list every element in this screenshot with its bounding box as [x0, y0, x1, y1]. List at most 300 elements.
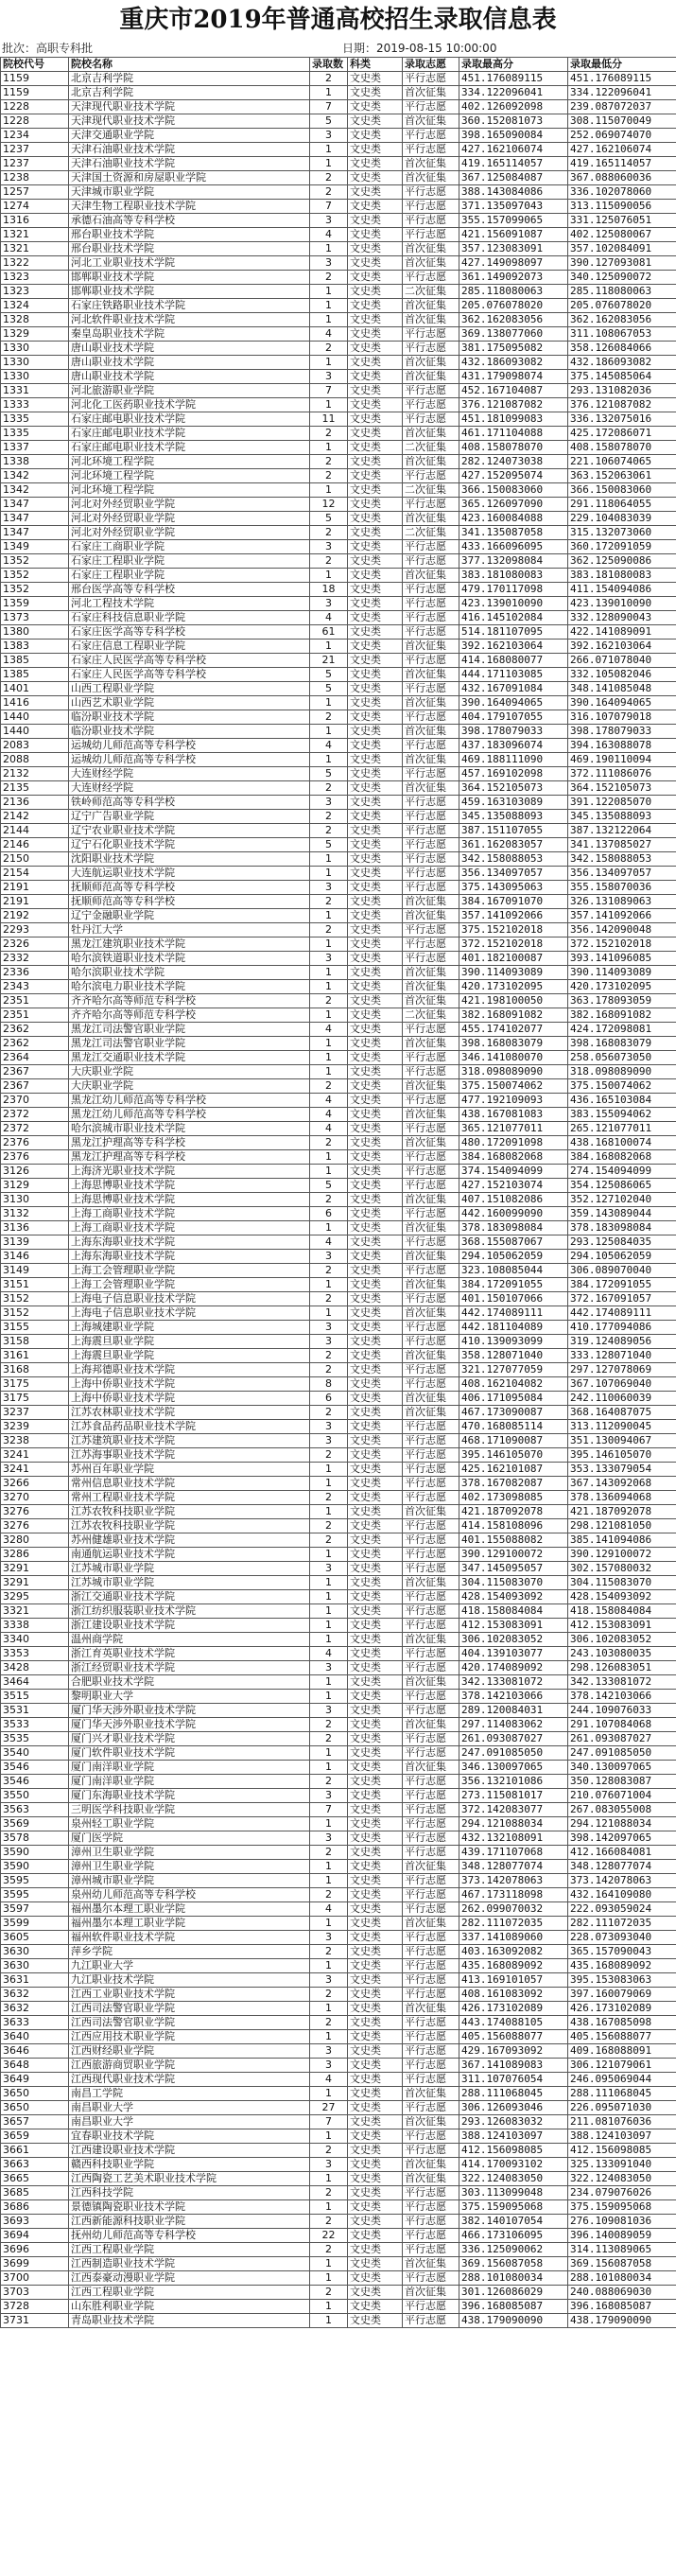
cell-count: 3 — [310, 2044, 348, 2059]
table-row — [1, 2129, 676, 2144]
cell-volunteer: 平行志愿 — [403, 625, 459, 640]
cell-name: 江苏食品药品职业技术学院 — [69, 1420, 310, 1434]
cell-max-score: 442.174089111 — [459, 1306, 568, 1321]
cell-code: 1383 — [1, 640, 69, 654]
cell-max-score: 356.134097057 — [459, 867, 568, 881]
cell-name: 石家庄人民医学高等专科学校 — [69, 654, 310, 668]
cell-min-score: 360.172091059 — [568, 540, 676, 554]
cell-volunteer: 平行志愿 — [403, 1477, 459, 1491]
cell-max-score: 410.139093099 — [459, 1335, 568, 1349]
cell-name: 上海电子信息职业技术学院 — [69, 1292, 310, 1306]
cell-count: 1 — [310, 2200, 348, 2215]
cell-subject: 文史类 — [348, 242, 403, 256]
cell-subject: 文史类 — [348, 143, 403, 157]
cell-max-score: 402.126092098 — [459, 100, 568, 114]
cell-name: 天津石油职业技术学院 — [69, 143, 310, 157]
cell-code: 2364 — [1, 1051, 69, 1065]
cell-count: 3 — [310, 1661, 348, 1675]
cell-subject: 文史类 — [348, 1065, 403, 1079]
cell-subject: 文史类 — [348, 540, 403, 554]
table-row — [1, 1874, 676, 1888]
cell-code: 1385 — [1, 654, 69, 668]
cell-volunteer: 平行志愿 — [403, 1065, 459, 1079]
cell-name: 大连财经学院 — [69, 767, 310, 781]
cell-code: 2135 — [1, 781, 69, 796]
cell-max-score: 342.158088053 — [459, 852, 568, 867]
cell-count: 1 — [310, 299, 348, 313]
cell-max-score: 367.125084087 — [459, 171, 568, 185]
table-row — [1, 1888, 676, 1902]
cell-volunteer: 平行志愿 — [403, 923, 459, 938]
cell-min-score: 372.152102018 — [568, 938, 676, 952]
cell-count: 2 — [310, 469, 348, 483]
cell-name: 石家庄科技信息职业学院 — [69, 611, 310, 625]
cell-count: 1 — [310, 398, 348, 412]
cell-code: 2372 — [1, 1108, 69, 1122]
cell-min-score: 348.141085048 — [568, 682, 676, 696]
cell-max-score: 439.171107068 — [459, 1846, 568, 1860]
cell-subject: 文史类 — [348, 285, 403, 299]
cell-name: 福州墨尔本理工职业学院 — [69, 1902, 310, 1917]
cell-min-score: 363.178093059 — [568, 994, 676, 1008]
cell-volunteer: 平行志愿 — [403, 682, 459, 696]
cell-code: 3665 — [1, 2172, 69, 2186]
table-row — [1, 767, 676, 781]
cell-name: 运城幼儿师范高等专科学校 — [69, 739, 310, 753]
cell-subject: 文史类 — [348, 994, 403, 1008]
cell-volunteer: 首次征集 — [403, 1633, 459, 1647]
cell-max-score: 408.162104082 — [459, 1377, 568, 1392]
cell-min-score: 246.095069044 — [568, 2073, 676, 2087]
cell-code: 3139 — [1, 1235, 69, 1250]
cell-subject: 文史类 — [348, 327, 403, 342]
cell-volunteer: 平行志愿 — [403, 185, 459, 200]
cell-count: 3 — [310, 1420, 348, 1434]
table-row — [1, 1264, 676, 1278]
cell-subject: 文史类 — [348, 1335, 403, 1349]
cell-code: 1333 — [1, 398, 69, 412]
table-row — [1, 1519, 676, 1533]
cell-code: 2154 — [1, 867, 69, 881]
cell-min-score: 228.073093040 — [568, 1931, 676, 1945]
table-row — [1, 2044, 676, 2059]
cell-min-score: 332.128090043 — [568, 611, 676, 625]
cell-min-score: 356.134097057 — [568, 867, 676, 881]
table-row — [1, 1945, 676, 1959]
table-row — [1, 796, 676, 810]
table-row — [1, 1235, 676, 1250]
cell-name: 福州墨尔本理工职业学院 — [69, 1917, 310, 1931]
table-row — [1, 654, 676, 668]
cell-max-score: 396.168085087 — [459, 2300, 568, 2314]
cell-count: 1 — [310, 1690, 348, 1704]
cell-volunteer: 平行志愿 — [403, 200, 459, 214]
cell-volunteer: 平行志愿 — [403, 1817, 459, 1831]
cell-max-score: 390.129100072 — [459, 1548, 568, 1562]
cell-name: 江西工程职业学院 — [69, 2243, 310, 2257]
cell-volunteer: 首次征集 — [403, 725, 459, 739]
cell-min-score: 367.143092068 — [568, 1477, 676, 1491]
cell-max-score: 367.141089083 — [459, 2059, 568, 2073]
cell-code: 3685 — [1, 2186, 69, 2200]
cell-min-score: 341.137085027 — [568, 838, 676, 852]
cell-min-score: 385.141094086 — [568, 1533, 676, 1548]
cell-max-score: 390.114093089 — [459, 966, 568, 980]
cell-name: 上海震旦职业学院 — [69, 1349, 310, 1363]
cell-code: 3132 — [1, 1207, 69, 1221]
cell-subject: 文史类 — [348, 725, 403, 739]
cell-count: 2 — [310, 171, 348, 185]
cell-count: 1 — [310, 1051, 348, 1065]
cell-code: 3703 — [1, 2286, 69, 2300]
table-row — [1, 597, 676, 611]
cell-name: 山东胜利职业学院 — [69, 2300, 310, 2314]
cell-name: 天津石油职业技术学院 — [69, 157, 310, 171]
cell-code: 3546 — [1, 1761, 69, 1775]
cell-volunteer: 首次征集 — [403, 512, 459, 526]
cell-subject: 文史类 — [348, 2300, 403, 2314]
cell-max-score: 372.142083077 — [459, 1803, 568, 1817]
cell-code: 1328 — [1, 313, 69, 327]
cell-volunteer: 首次征集 — [403, 242, 459, 256]
cell-count: 1 — [310, 1576, 348, 1590]
cell-max-score: 407.151082086 — [459, 1193, 568, 1207]
cell-name: 常州信息职业技术学院 — [69, 1477, 310, 1491]
cell-max-score: 346.130097065 — [459, 1761, 568, 1775]
cell-subject: 文史类 — [348, 1562, 403, 1576]
cell-subject: 文史类 — [348, 2186, 403, 2200]
cell-min-score: 393.141096085 — [568, 952, 676, 966]
cell-subject: 文史类 — [348, 1235, 403, 1250]
table-row — [1, 327, 676, 342]
cell-max-score: 293.126083032 — [459, 2115, 568, 2129]
cell-volunteer: 首次征集 — [403, 1136, 459, 1150]
cell-count: 2 — [310, 710, 348, 725]
cell-name: 天津城市职业学院 — [69, 185, 310, 200]
cell-volunteer: 平行志愿 — [403, 2030, 459, 2044]
cell-count: 3 — [310, 370, 348, 384]
cell-volunteer: 平行志愿 — [403, 1179, 459, 1193]
cell-count: 2 — [310, 1406, 348, 1420]
cell-max-score: 358.128071040 — [459, 1349, 568, 1363]
cell-code: 3661 — [1, 2144, 69, 2158]
cell-code: 3130 — [1, 1193, 69, 1207]
table-header-row — [1, 58, 676, 72]
cell-subject: 文史类 — [348, 881, 403, 895]
cell-count: 1 — [310, 1065, 348, 1079]
cell-min-score: 357.102084091 — [568, 242, 676, 256]
cell-subject: 文史类 — [348, 398, 403, 412]
cell-subject: 文史类 — [348, 1746, 403, 1761]
cell-volunteer: 首次征集 — [403, 1718, 459, 1732]
cell-volunteer: 首次征集 — [403, 640, 459, 654]
cell-count: 4 — [310, 1108, 348, 1122]
cell-subject: 文史类 — [348, 1122, 403, 1136]
cell-name: 苏州健雄职业技术学院 — [69, 1533, 310, 1548]
cell-count: 27 — [310, 2101, 348, 2115]
cell-min-score: 356.142090048 — [568, 923, 676, 938]
cell-code: 2150 — [1, 852, 69, 867]
cell-count: 21 — [310, 654, 348, 668]
cell-count: 1 — [310, 1278, 348, 1292]
cell-subject: 文史类 — [348, 1193, 403, 1207]
cell-code: 3338 — [1, 1619, 69, 1633]
cell-subject: 文史类 — [348, 1576, 403, 1590]
cell-subject: 文史类 — [348, 512, 403, 526]
cell-max-score: 423.160084088 — [459, 512, 568, 526]
cell-code: 3238 — [1, 1434, 69, 1448]
cell-name: 江西司法警官职业学院 — [69, 2016, 310, 2030]
cell-min-score: 326.131089063 — [568, 895, 676, 909]
cell-count: 1 — [310, 2271, 348, 2286]
cell-max-score: 427.152095074 — [459, 469, 568, 483]
cell-name: 大庆职业学院 — [69, 1079, 310, 1094]
cell-max-score: 398.165090084 — [459, 129, 568, 143]
cell-max-score: 452.167104087 — [459, 384, 568, 398]
cell-volunteer: 首次征集 — [403, 1108, 459, 1122]
cell-subject: 文史类 — [348, 1888, 403, 1902]
cell-max-score: 306.126093046 — [459, 2101, 568, 2115]
cell-min-score: 331.125076051 — [568, 214, 676, 228]
cell-max-score: 421.156091087 — [459, 228, 568, 242]
cell-count: 1 — [310, 2129, 348, 2144]
table-row — [1, 356, 676, 370]
cell-code: 3151 — [1, 1278, 69, 1292]
cell-code: 2191 — [1, 895, 69, 909]
cell-max-score: 321.127077059 — [459, 1363, 568, 1377]
cell-max-score: 288.101080034 — [459, 2271, 568, 2286]
cell-volunteer: 首次征集 — [403, 455, 459, 469]
cell-subject: 文史类 — [348, 1377, 403, 1392]
table-row — [1, 1562, 676, 1576]
cell-max-score: 480.172091098 — [459, 1136, 568, 1150]
cell-max-score: 390.164094065 — [459, 696, 568, 710]
cell-max-score: 282.111072035 — [459, 1917, 568, 1931]
cell-volunteer: 平行志愿 — [403, 1321, 459, 1335]
cell-name: 哈尔滨城市职业技术学院 — [69, 1122, 310, 1136]
cell-max-score: 364.152105073 — [459, 781, 568, 796]
cell-subject: 文史类 — [348, 2016, 403, 2030]
cell-min-score: 267.083055008 — [568, 1803, 676, 1817]
cell-max-score: 392.162103064 — [459, 640, 568, 654]
cell-subject: 文史类 — [348, 1292, 403, 1306]
cell-volunteer: 平行志愿 — [403, 143, 459, 157]
cell-count: 1 — [310, 753, 348, 767]
cell-code: 2142 — [1, 810, 69, 824]
cell-subject: 文史类 — [348, 256, 403, 271]
cell-volunteer: 首次征集 — [403, 256, 459, 271]
cell-count: 1 — [310, 2172, 348, 2186]
cell-max-score: 406.171095084 — [459, 1392, 568, 1406]
cell-name: 江苏农牧科技职业学院 — [69, 1519, 310, 1533]
cell-name: 宜春职业技术学院 — [69, 2129, 310, 2144]
cell-count: 5 — [310, 512, 348, 526]
table-row — [1, 1902, 676, 1917]
cell-volunteer: 二次征集 — [403, 1008, 459, 1023]
table-row — [1, 2215, 676, 2229]
cell-subject: 文史类 — [348, 668, 403, 682]
cell-subject: 文史类 — [348, 824, 403, 838]
table-row — [1, 313, 676, 327]
cell-min-score: 392.162103064 — [568, 640, 676, 654]
cell-name: 上海中侨职业技术学院 — [69, 1377, 310, 1392]
table-row — [1, 1675, 676, 1690]
table-row — [1, 2087, 676, 2101]
cell-name: 天津现代职业技术学院 — [69, 100, 310, 114]
cell-count: 1 — [310, 640, 348, 654]
cell-max-score: 433.166096095 — [459, 540, 568, 554]
table-row — [1, 2243, 676, 2257]
cell-count: 2 — [310, 2215, 348, 2229]
cell-volunteer: 平行志愿 — [403, 1704, 459, 1718]
table-row — [1, 1533, 676, 1548]
cell-code: 3270 — [1, 1491, 69, 1505]
table-row — [1, 966, 676, 980]
cell-max-score: 470.168085114 — [459, 1420, 568, 1434]
cell-volunteer: 平行志愿 — [403, 398, 459, 412]
table-row — [1, 2030, 676, 2044]
cell-count: 2 — [310, 1136, 348, 1150]
cell-max-score: 323.108085044 — [459, 1264, 568, 1278]
cell-name: 秦皇岛职业技术学院 — [69, 327, 310, 342]
cell-count: 1 — [310, 1463, 348, 1477]
cell-code: 2144 — [1, 824, 69, 838]
cell-min-score: 383.181080083 — [568, 569, 676, 583]
cell-max-score: 435.168089092 — [459, 1959, 568, 1973]
table-row — [1, 1193, 676, 1207]
cell-max-score: 357.123083091 — [459, 242, 568, 256]
cell-subject: 文史类 — [348, 1902, 403, 1917]
table-row — [1, 781, 676, 796]
cell-count: 1 — [310, 1037, 348, 1051]
table-row — [1, 696, 676, 710]
cell-min-score: 375.159095068 — [568, 2200, 676, 2215]
cell-min-score: 438.167085098 — [568, 2016, 676, 2030]
table-row — [1, 1207, 676, 1221]
cell-max-score: 477.192109093 — [459, 1094, 568, 1108]
cell-name: 三明医学科技职业学院 — [69, 1803, 310, 1817]
cell-name: 黑龙江护理高等专科学校 — [69, 1136, 310, 1150]
cell-count: 1 — [310, 1860, 348, 1874]
cell-subject: 文史类 — [348, 611, 403, 625]
cell-count: 2 — [310, 1888, 348, 1902]
cell-min-score: 398.178079033 — [568, 725, 676, 739]
cell-min-score: 311.108067053 — [568, 327, 676, 342]
cell-code: 3699 — [1, 2257, 69, 2271]
cell-volunteer: 平行志愿 — [403, 1874, 459, 1888]
cell-name: 上海东海职业技术学院 — [69, 1250, 310, 1264]
cell-code: 3428 — [1, 1661, 69, 1675]
cell-subject: 文史类 — [348, 2129, 403, 2144]
table-row — [1, 1122, 676, 1136]
cell-name: 漳州卫生职业学院 — [69, 1860, 310, 1874]
cell-max-score: 408.158078070 — [459, 441, 568, 455]
cell-max-score: 405.156088077 — [459, 2030, 568, 2044]
cell-volunteer: 首次征集 — [403, 1917, 459, 1931]
cell-max-score: 395.146105070 — [459, 1448, 568, 1463]
cell-count: 3 — [310, 597, 348, 611]
cell-volunteer: 平行志愿 — [403, 1363, 459, 1377]
table-row — [1, 1136, 676, 1150]
cell-code: 3631 — [1, 1973, 69, 1988]
cell-min-score: 336.132075016 — [568, 412, 676, 427]
cell-volunteer: 平行志愿 — [403, 2271, 459, 2286]
cell-min-score: 375.145085064 — [568, 370, 676, 384]
table-row — [1, 200, 676, 214]
cell-subject: 文史类 — [348, 2073, 403, 2087]
cell-code: 3640 — [1, 2030, 69, 2044]
cell-subject: 文史类 — [348, 569, 403, 583]
cell-code: 3550 — [1, 1789, 69, 1803]
cell-code: 2376 — [1, 1136, 69, 1150]
cell-min-score: 298.126083051 — [568, 1661, 676, 1675]
cell-volunteer: 平行志愿 — [403, 852, 459, 867]
cell-subject: 文史类 — [348, 412, 403, 427]
cell-code: 1237 — [1, 143, 69, 157]
table-row — [1, 1477, 676, 1491]
cell-name: 河北对外经贸职业学院 — [69, 526, 310, 540]
cell-count: 4 — [310, 1094, 348, 1108]
cell-count: 3 — [310, 1335, 348, 1349]
cell-max-score: 368.155087067 — [459, 1235, 568, 1250]
cell-name: 江苏建筑职业技术学院 — [69, 1434, 310, 1448]
cell-code: 1322 — [1, 256, 69, 271]
cell-code: 1323 — [1, 285, 69, 299]
cell-min-score: 405.156088077 — [568, 2030, 676, 2044]
table-row — [1, 129, 676, 143]
cell-code: 1352 — [1, 583, 69, 597]
cell-min-score: 382.168091082 — [568, 1008, 676, 1023]
cell-name: 山西工程职业学院 — [69, 682, 310, 696]
cell-code: 3353 — [1, 1647, 69, 1661]
cell-name: 厦门软件职业技术学院 — [69, 1746, 310, 1761]
cell-volunteer: 平行志愿 — [403, 554, 459, 569]
cell-code: 1337 — [1, 441, 69, 455]
cell-min-score: 274.154094099 — [568, 1165, 676, 1179]
col-header-subject: 科类 — [348, 58, 403, 72]
cell-subject: 文史类 — [348, 1037, 403, 1051]
cell-max-score: 428.154093092 — [459, 1590, 568, 1604]
cell-subject: 文史类 — [348, 2044, 403, 2059]
cell-count: 2 — [310, 427, 348, 441]
cell-volunteer: 首次征集 — [403, 895, 459, 909]
cell-name: 厦门南洋职业学院 — [69, 1761, 310, 1775]
cell-volunteer: 平行志愿 — [403, 1590, 459, 1604]
cell-name: 厦门华天涉外职业技术学院 — [69, 1718, 310, 1732]
cell-volunteer: 平行志愿 — [403, 583, 459, 597]
cell-code: 3515 — [1, 1690, 69, 1704]
cell-name: 九江职业大学 — [69, 1959, 310, 1973]
cell-subject: 文史类 — [348, 1406, 403, 1420]
cell-subject: 文史类 — [348, 2271, 403, 2286]
cell-name: 上海震旦职业学院 — [69, 1335, 310, 1349]
cell-min-score: 348.128077074 — [568, 1860, 676, 1874]
cell-min-score: 211.081076036 — [568, 2115, 676, 2129]
cell-max-score: 423.139010090 — [459, 597, 568, 611]
cell-name: 运城幼儿师范高等专科学校 — [69, 753, 310, 767]
cell-code: 1321 — [1, 242, 69, 256]
cell-code: 1401 — [1, 682, 69, 696]
cell-max-score: 443.174088105 — [459, 2016, 568, 2030]
cell-subject: 文史类 — [348, 1590, 403, 1604]
cell-min-score: 390.127093081 — [568, 256, 676, 271]
cell-min-score: 334.122096041 — [568, 86, 676, 100]
cell-max-score: 371.135097043 — [459, 200, 568, 214]
cell-count: 5 — [310, 838, 348, 852]
cell-min-score: 362.162083056 — [568, 313, 676, 327]
cell-name: 上海思博职业技术学院 — [69, 1193, 310, 1207]
cell-volunteer: 平行志愿 — [403, 1846, 459, 1860]
